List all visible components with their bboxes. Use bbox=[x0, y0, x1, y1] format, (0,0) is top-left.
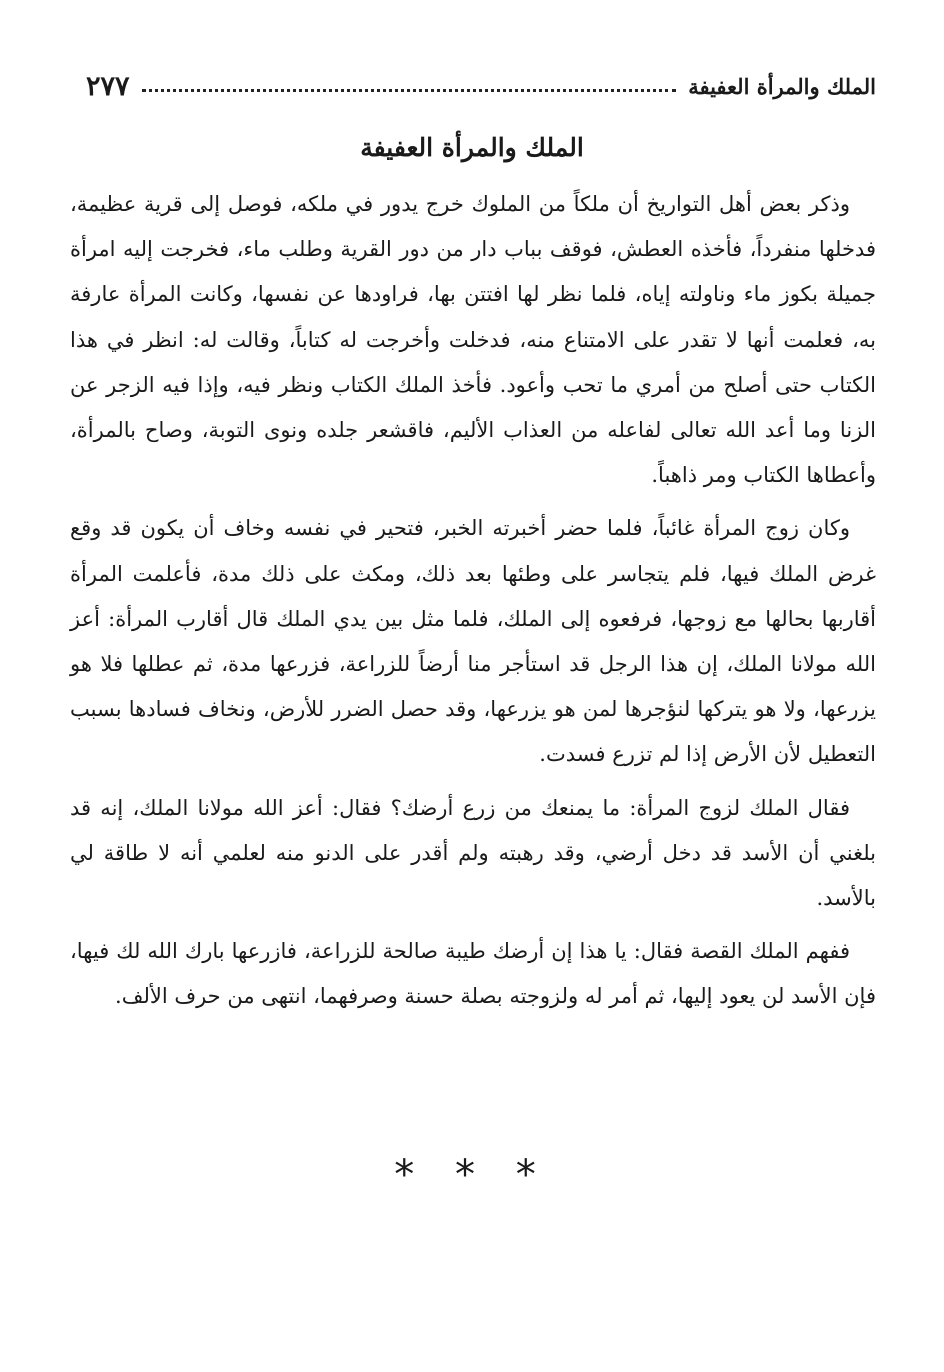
section-ornament: * * * bbox=[394, 1152, 550, 1198]
paragraph-2: وكان زوج المرأة غائباً، فلما حضر أخبرته الخبر، فتحير في نفسه وخاف أن يكون قد وقع غرض الملك فيها، فلم يتجاسر على وطئها بعد ذلك، ومكث على ذلك مدة، فأعلمت المرأة أقاربها بحالها مع زوجها، فرفعوه إلى الملك، فلما مثل بين يدي الملك قال أقارب المرأة: أعز الله مولانا الملك، إن هذا الرجل قد استأجر منا أرضاً للزراعة، فزرعها مدة، ثم عطلها فلا هو يزرعها، ولا هو يتركها لنؤجرها لمن هو يزرعها، وقد حصل الضرر للأرض، ونخاف فسادها بسبب التعطيل لأن الأرض إذا لم تزرع فسدت. bbox=[70, 516, 876, 767]
leader-dots bbox=[142, 89, 677, 92]
paragraph-4: ففهم الملك القصة فقال: يا هذا إن أرضك طيبة صالحة للزراعة، فازرعها بارك الله لك فيها، فإن الأسد لن يعود إليها، ثم أمر له ولزوجته بصلة حسنة وصرفهما، انتهى من حرف الألف. bbox=[70, 939, 876, 1009]
body-text bbox=[70, 182, 876, 1020]
chapter-title: الملك والمرأة العفيفة bbox=[360, 133, 584, 162]
paragraph-1: وذكر بعض أهل التواريخ أن ملكاً من الملوك خرج يدور في ملكه، فوصل إلى قرية عظيمة، فدخلها منفرداً، فأخذه العطش، فوقف بباب دار من دور القرية وطلب ماء، فخرجت إليه امرأة جميلة بكوز ماء وناولته إياه، فلما نظر لها افتتن بها، فراودها عن نفسها، وكانت المرأة عارفة به، فعلمت أنها لا تقدر على الامتناع منه، فدخلت وأخرجت له كتاباً، وقالت له: انظر في هذا الكتاب حتى أصلح من أمري ما تحب وأعود. فأخذ الملك الكتاب ونظر فيه، وإذا فيه الزجر عن الزنا وما أعد الله تعالى لفاعله من العذاب الأليم، فاقشعر جلده ونوى التوبة، وصاح بالمرأة، وأعطاها الكتاب ومر ذاهباً. bbox=[70, 192, 876, 488]
running-title: الملك والمرأة العفيفة bbox=[688, 73, 876, 99]
running-header bbox=[86, 66, 876, 106]
page-number: ٢٧٧ bbox=[86, 70, 130, 102]
paragraph-3: فقال الملك لزوج المرأة: ما يمنعك من زرع أرضك؟ فقال: أعز الله مولانا الملك، إنه قد بلغني أن الأسد قد دخل أرضي، وقد رهبته ولم أقدر على الدنو منه لعلمي أنه لا طاقة لي بالأسد. bbox=[70, 795, 876, 911]
